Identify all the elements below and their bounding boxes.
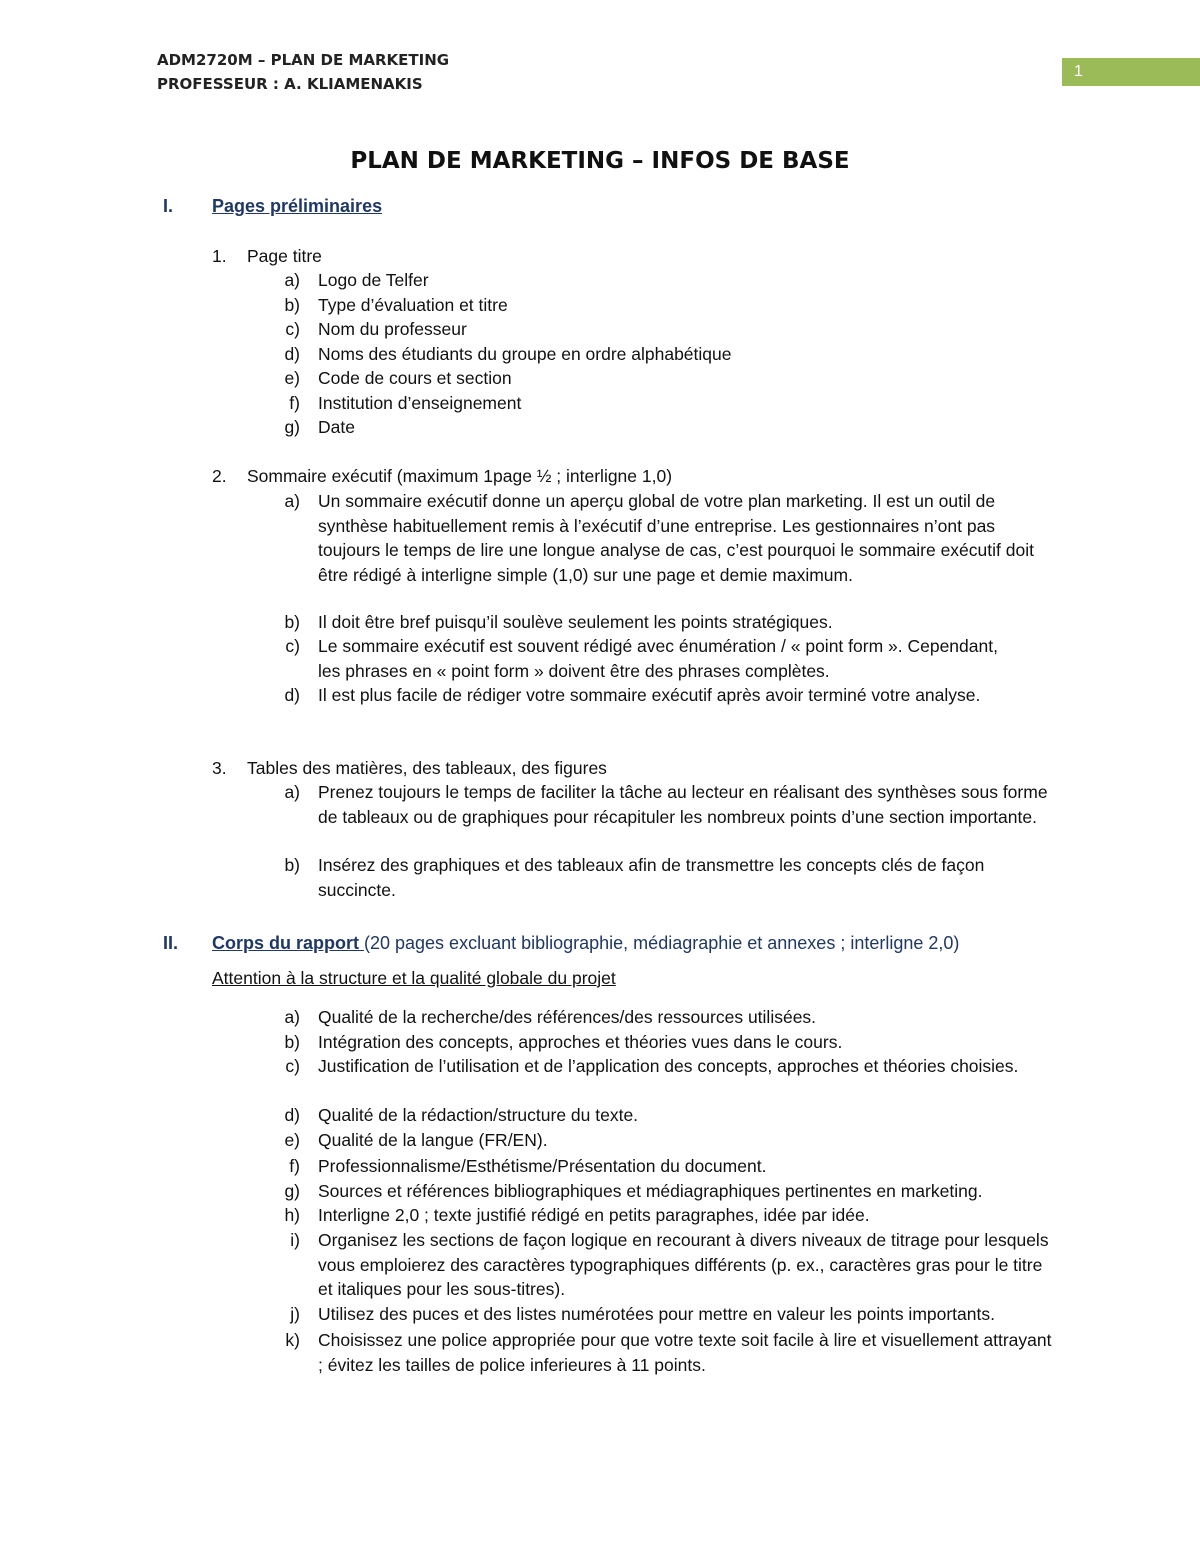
sub-marker: b) bbox=[284, 612, 300, 632]
sub-marker: a) bbox=[284, 491, 300, 511]
sub-item: Qualité de la recherche/des références/des ressources utilisées. bbox=[318, 1007, 817, 1027]
sub-marker: d) bbox=[284, 685, 300, 705]
list-number: 3. bbox=[212, 758, 227, 778]
sub-item: Il est plus facile de rédiger votre sommaire exécutif après avoir terminé votre analyse. bbox=[318, 685, 981, 705]
sub-marker: f) bbox=[289, 1156, 300, 1176]
sub-marker: a) bbox=[284, 270, 300, 290]
sub-item: Date bbox=[318, 417, 355, 437]
sub-item: Type d’évaluation et titre bbox=[318, 295, 508, 315]
sub-item: Code de cours et section bbox=[318, 368, 512, 388]
section-numeral: I. bbox=[163, 196, 174, 216]
list-number: 1. bbox=[212, 246, 227, 266]
sub-item: Intégration des concepts, approches et théories vues dans le cours. bbox=[318, 1032, 843, 1052]
sub-item: Choisissez une police appropriée pour que votre texte soit facile à lire et visuellement attrayant ; évitez les tailles de police inferieures à 11 points. bbox=[318, 1330, 1052, 1375]
section-numeral: II. bbox=[163, 933, 179, 953]
page-number: 1 bbox=[1074, 63, 1083, 80]
sub-marker: b) bbox=[284, 295, 300, 315]
sub-marker: a) bbox=[284, 782, 300, 802]
sub-marker: a) bbox=[284, 1007, 300, 1027]
sub-marker: j) bbox=[290, 1304, 300, 1324]
sub-marker: h) bbox=[284, 1205, 300, 1225]
sub-item: Organisez les sections de façon logique en recourant à divers niveaux de titrage pour lesquels vous emploierez des caractères typographiques différents (p. ex., caractères gras pour le titre et italiques pour les sous-titres). bbox=[318, 1230, 1049, 1299]
list-item-title: Sommaire exécutif (maximum 1page ½ ; interligne 1,0) bbox=[247, 466, 673, 486]
list-number: 2. bbox=[212, 466, 227, 486]
sub-marker: d) bbox=[284, 344, 300, 364]
sub-item: Un sommaire exécutif donne un aperçu global de votre plan marketing. Il est un outil de synthèse habituellement remis à l’exécutif d’une entreprise. Les gestionnaires n’ont pas toujours le temps de lire une longue analyse de cas, c’est pourquoi le sommaire exécutif doit être rédigé à interligne simple (1,0) sur une page et demie maximum. bbox=[318, 491, 1034, 585]
sub-item: Interligne 2,0 ; texte justifié rédigé en petits paragraphes, idée par idée. bbox=[318, 1205, 870, 1225]
professor-name: PROFESSEUR : A. KLIAMENAKIS bbox=[157, 75, 423, 93]
sub-item: Institution d’enseignement bbox=[318, 393, 522, 413]
sub-marker: b) bbox=[284, 855, 300, 875]
section-title: Pages préliminaires bbox=[212, 196, 383, 216]
sub-item: Qualité de la rédaction/structure du texte. bbox=[318, 1105, 639, 1125]
sub-marker: d) bbox=[284, 1105, 300, 1125]
sub-item: Le sommaire exécutif est souvent rédigé avec énumération / « point form ». Cependant, les phrases en « point form » doivent être des phrases complètes. bbox=[318, 636, 998, 681]
sub-item: Il doit être bref puisqu’il soulève seulement les points stratégiques. bbox=[318, 612, 833, 632]
sub-marker: c) bbox=[285, 319, 300, 339]
list-item-title: Page titre bbox=[247, 246, 322, 266]
sub-marker: c) bbox=[285, 636, 300, 656]
sub-item: Sources et références bibliographiques et médiagraphiques pertinentes en marketing. bbox=[318, 1181, 983, 1201]
sub-item: Prenez toujours le temps de faciliter la tâche au lecteur en réalisant des synthèses sous forme de tableaux ou de graphiques pour récapituler les nombreux points d’une section importante. bbox=[318, 782, 1048, 827]
sub-marker: e) bbox=[284, 368, 300, 388]
list-item-title: Tables des matières, des tableaux, des figures bbox=[247, 758, 607, 778]
attention-note: Attention à la structure et la qualité globale du projet bbox=[212, 968, 616, 988]
sub-marker: k) bbox=[285, 1330, 300, 1350]
document-title: PLAN DE MARKETING – INFOS DE BASE bbox=[350, 148, 850, 174]
sub-marker: g) bbox=[284, 417, 300, 437]
section-subtitle: (20 pages excluant bibliographie, médiagraphie et annexes ; interligne 2,0) bbox=[364, 933, 960, 953]
section-title: Corps du rapport bbox=[212, 933, 364, 953]
sub-item: Professionnalisme/Esthétisme/Présentation du document. bbox=[318, 1156, 767, 1176]
sub-item: Justification de l’utilisation et de l’application des concepts, approches et théories choisies. bbox=[318, 1056, 1019, 1076]
sub-marker: c) bbox=[285, 1056, 300, 1076]
sub-item: Utilisez des puces et des listes numérotées pour mettre en valeur les points importants. bbox=[318, 1304, 995, 1324]
sub-item: Nom du professeur bbox=[318, 319, 467, 339]
sub-marker: e) bbox=[284, 1130, 300, 1150]
sub-marker: f) bbox=[289, 393, 300, 413]
sub-item: Insérez des graphiques et des tableaux afin de transmettre les concepts clés de façon succincte. bbox=[318, 855, 985, 900]
sub-item: Qualité de la langue (FR/EN). bbox=[318, 1130, 548, 1150]
sub-marker: b) bbox=[284, 1032, 300, 1052]
page-header bbox=[157, 48, 449, 96]
sub-item: Noms des étudiants du groupe en ordre alphabétique bbox=[318, 344, 732, 364]
sub-marker: g) bbox=[284, 1181, 300, 1201]
sub-item: Logo de Telfer bbox=[318, 270, 429, 290]
page-number-box bbox=[1062, 58, 1200, 86]
course-title: ADM2720M – PLAN DE MARKETING bbox=[157, 51, 450, 69]
sub-marker: i) bbox=[290, 1230, 300, 1250]
